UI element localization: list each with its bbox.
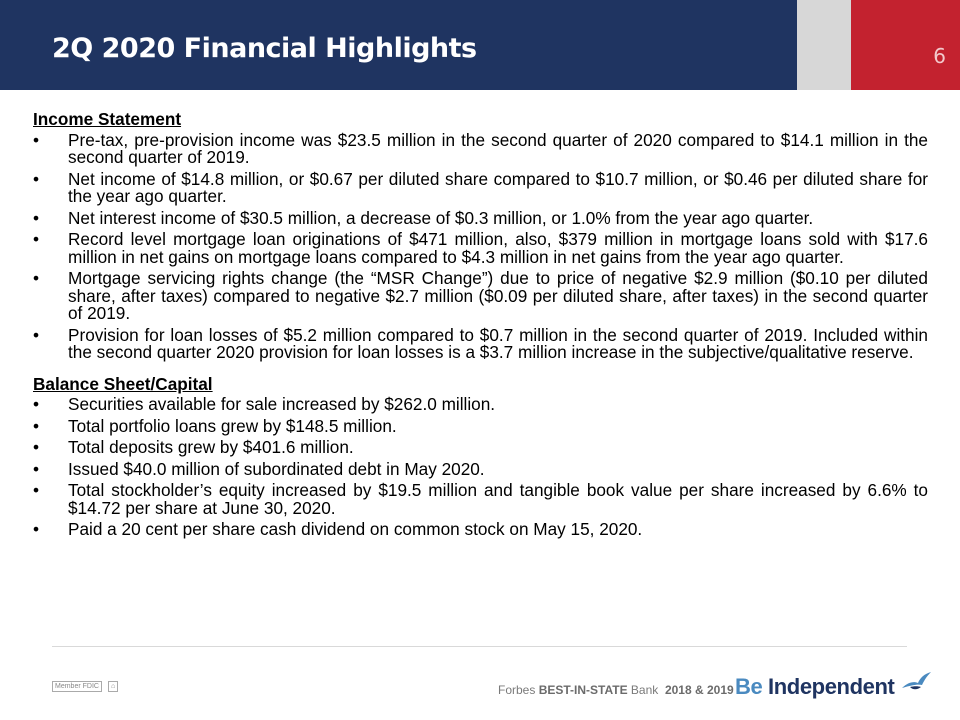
- bullet-text: Net income of $14.8 million, or $0.67 per diluted share compared to $10.7 million, or $0.46 per diluted share for the year ago quarter.: [68, 168, 928, 206]
- slide-title: 2Q 2020 Financial Highlights: [52, 33, 477, 64]
- award-title: BEST-IN-STATE: [538, 683, 628, 697]
- bullet-marker: •: [33, 129, 40, 150]
- balance-sheet-heading: Balance Sheet/Capital: [33, 373, 213, 394]
- bullet-text: Mortgage servicing rights change (the “MSR Change”) due to price of negative $2.9 million ($0.10 per diluted share, after taxes) compared to negative $2.7 million ($0.09 per diluted share, after taxes) in the second quarter of 2019.: [68, 268, 928, 323]
- list-item: [33, 396, 928, 414]
- bullet-text: Total deposits grew by $401.6 million.: [68, 437, 354, 457]
- bullet-marker: •: [33, 437, 40, 457]
- bullet-text: Provision for loan losses of $5.2 million compared to $0.7 million in the second quarter of 2019. Included within the second quarter 2020 provision for loan losses is a $3.7 million increase in the subjective/qualitative reserve.: [68, 324, 928, 362]
- bird-icon: [900, 668, 932, 694]
- bullet-marker: •: [33, 229, 40, 249]
- bullet-text: Paid a 20 cent per share cash dividend on common stock on May 15, 2020.: [68, 519, 643, 539]
- award-years: 2018 & 2019: [664, 683, 734, 697]
- bullet-text: Total portfolio loans grew by $148.5 million.: [68, 415, 397, 436]
- list-item: [33, 324, 928, 362]
- regulatory-badges: [52, 681, 118, 692]
- bullet-marker: •: [33, 324, 40, 345]
- list-item: [33, 439, 928, 457]
- list-item: [33, 458, 928, 479]
- brand-be: Be: [735, 674, 763, 699]
- list-item: [33, 129, 928, 167]
- bullet-marker: •: [33, 207, 40, 228]
- bullet-marker: •: [33, 394, 40, 414]
- brand-logo: [735, 674, 894, 700]
- footer-divider: [52, 646, 907, 647]
- bullet-marker: •: [33, 519, 40, 539]
- bullet-text: Total stockholder’s equity increased by $19.5 million and tangible book value per share increased by 6.6% to $14.72 per share at June 30, 2020.: [68, 480, 928, 518]
- bullet-marker: •: [33, 168, 40, 189]
- bullet-marker: •: [33, 458, 40, 479]
- income-statement-heading: Income Statement: [33, 109, 182, 129]
- award-text: [498, 683, 734, 697]
- list-item: [33, 168, 928, 206]
- list-item: [33, 270, 928, 323]
- income-statement-list: [33, 129, 928, 362]
- list-item: [33, 207, 928, 228]
- list-item: [33, 521, 928, 539]
- bullet-marker: •: [33, 415, 40, 436]
- equal-housing-icon: ⌂: [108, 681, 118, 692]
- list-item: [33, 415, 928, 436]
- fdic-badge: Member FDIC: [52, 681, 102, 692]
- bullet-text: Issued $40.0 million of subordinated debt in May 2020.: [68, 458, 485, 479]
- bullet-text: Record level mortgage loan originations of $471 million, also, $379 million in mortgage loans sold with $17.6 million in net gains on mortgage loans compared to $4.3 million in net gains from the year ago quarter.: [68, 229, 928, 267]
- bullet-marker: •: [33, 268, 40, 288]
- bullet-text: Securities available for sale increased by $262.0 million.: [68, 394, 496, 414]
- brand-word: Independent: [768, 674, 895, 699]
- page-number: 6: [933, 44, 946, 68]
- list-item: [33, 482, 928, 517]
- slide-body: [33, 111, 928, 543]
- bullet-marker: •: [33, 480, 40, 500]
- list-item: [33, 231, 928, 266]
- bullet-text: Pre-tax, pre-provision income was $23.5 million in the second quarter of 2020 compared to $14.1 million in the second quarter of 2019.: [68, 129, 928, 167]
- bullet-text: Net interest income of $30.5 million, a decrease of $0.3 million, or 1.0% from the year ago quarter.: [68, 207, 814, 228]
- award-suffix: Bank: [627, 683, 659, 697]
- award-prefix: Forbes: [498, 683, 539, 697]
- balance-sheet-list: [33, 396, 928, 539]
- accent-gray-block: [797, 0, 851, 90]
